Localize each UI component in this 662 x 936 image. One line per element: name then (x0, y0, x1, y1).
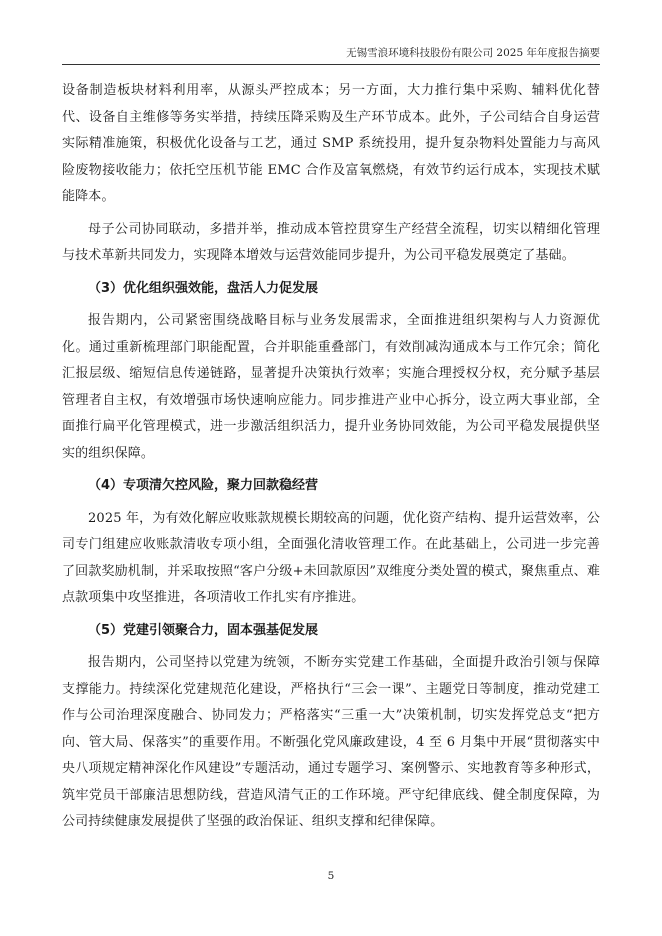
section-heading-party-building: （5）党建引领聚合力，固本强基促发展 (88, 622, 319, 638)
paragraph-receivables: 2025 年，为有效化解应收账款规模长期较高的问题，优化资产结构、提升运营效率，公司专门组建应收账款清收专项小组，全面强化清收管理工作。在此基础上，公司进一步完善了回款奖励机制，并采取按照“客户分级+未回款原因”双维度分类处置的模式，聚焦重点、难点款项集中攻坚推进，各项清收工作扎实有序推进。 (62, 510, 600, 605)
section-heading-organization: （3）优化组织强效能，盘活人力促发展 (88, 280, 319, 296)
paragraph-coordination: 母子公司协同联动，多措并举，推动成本管控贯穿生产经营全流程，切实以精细化管理与技术革新共同发力，实现降本增效与运营效能同步提升，为公司平稳发展奠定了基础。 (62, 221, 600, 263)
paragraph-organization: 报告期内，公司紧密围绕战略目标与业务发展需求，全面推进组织架构与人力资源优化。通过重新梳理部门职能配置，合并职能重叠部门，有效削减沟通成本与工作冗余；简化汇报层级、缩短信息传递链路，显著提升决策执行效率；实施合理授权分权，充分赋予基层管理者自主权，有效增强市场快速响应能力。同步推进产业中心拆分，设立两大事业部，全面推行扁平化管理模式，进一步激活组织活力，提升业务协同效能，为公司平稳发展提供坚实的组织保障。 (62, 313, 600, 461)
document-body (62, 78, 600, 836)
header-title: 无锡雪浪环境科技股份有限公司 2025 年年度报告摘要 (346, 47, 600, 59)
paragraph-cost-control-continued: 设备制造板块材料利用率，从源头严控成本；另一方面，大力推行集中采购、辅料优化替代、设备自主维修等务实举措，持续压降采购及生产环节成本。此外，子公司结合自身运营实际精准施策，积极优化设备与工艺，通过 SMP 系统投用，提升复杂物料处置能力与高风险废物接收能力；依托空压机节能 EMC 合作及富氧燃烧，有效节约运行成本，实现技术赋能降本。 (62, 83, 600, 204)
paragraph-party-building: 报告期内，公司坚持以党建为统领，不断夯实党建工作基础，全面提升政治引领与保障支撑能力。持续深化党建规范化建设，严格执行“三会一课”、主题党日等制度，推动党建工作与公司治理深度融合、协同发力；严格落实“三重一大”决策机制，切实发挥党总支“把方向、管大局、保落实”的重要作用。不断强化党风廉政建设，4 至 6 月集中开展“贯彻落实中央八项规定精神深化作风建设”专题活动，通过专题学习、案例警示、实地教育等多种形式，筑牢党员干部廉洁思想防线，营造风清气正的工作环境。严守纪律底线、健全制度保障，为公司持续健康发展提供了坚强的政治保证、组织支撑和纪律保障。 (62, 655, 600, 829)
page-number: 5 (327, 870, 335, 882)
section-heading-receivables: （4）专项清欠控风险，聚力回款稳经营 (88, 478, 319, 493)
page-header (62, 44, 600, 65)
